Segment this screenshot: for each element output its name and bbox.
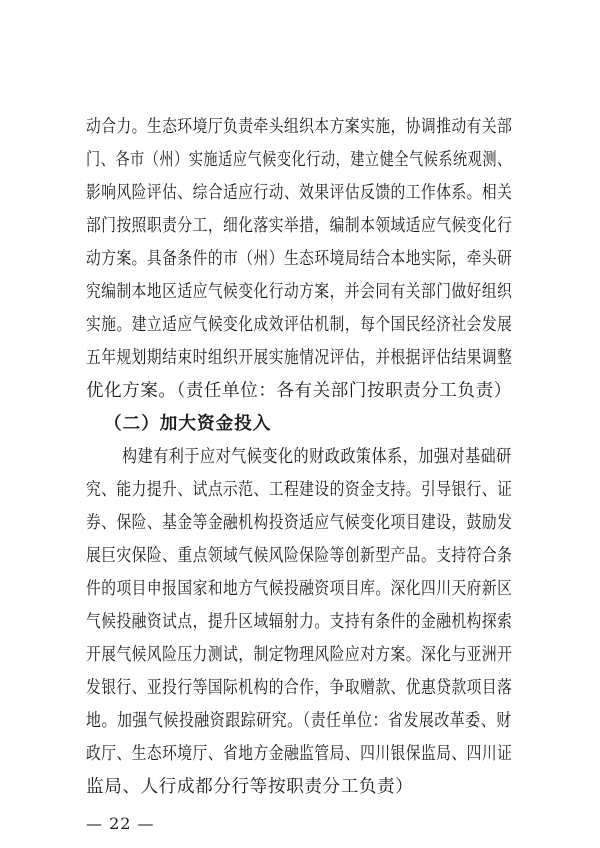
section-heading: （二）加大资金投入 [104, 414, 272, 434]
paragraph-1-line-6: 究编制本地区适应气候变化行动方案，并会同有关部门做好组织 [86, 282, 513, 302]
paragraph-2-line-9: 地。加强气候投融资跟踪研究。（责任单位：省发展改革委、财 [86, 711, 512, 731]
paragraph-2-line-1: 构建有利于应对气候变化的财政政策体系，加强对基础研 [122, 447, 512, 467]
paragraph-2-line-5: 件的项目申报国家和地方气候投融资项目库。深化四川天府新区 [86, 579, 513, 599]
paragraph-1-line-3: 影响风险评估、综合适应行动、效果评估反馈的工作体系。相关 [86, 183, 513, 203]
paragraph-2-line-3: 券、保险、基金等金融机构投资适应气候变化项目建设，鼓励发 [86, 513, 513, 533]
paragraph-1-line-4: 部门按照职责分工，细化落实举措，编制本领域适应气候变化行 [86, 216, 513, 236]
paragraph-2-line-8: 发银行、亚投行等国际机构的合作，争取赠款、优惠贷款项目落 [86, 678, 513, 698]
paragraph-2-line-2: 究、能力提升、试点示范、工程建设的资金支持。引导银行、证 [86, 480, 513, 500]
paragraph-1-line-9: 优化方案。（责任单位：各有关部门按职责分工负责） [86, 381, 512, 401]
paragraph-2-line-7: 开展气候风险压力测试，制定物理风险应对方案。深化与亚洲开 [86, 645, 513, 665]
paragraph-2-line-6: 气候投融资试点，提升区域辐射力。支持有条件的金融机构探索 [86, 612, 513, 632]
paragraph-2-line-10: 政厅、生态环境厅、省地方金融监管局、四川银保监局、四川证 [86, 744, 513, 764]
paragraph-1-line-7: 实施。建立适应气候变化成效评估机制，每个国民经济社会发展 [86, 315, 513, 335]
paragraph-1-line-8: 五年规划期结束时组织开展实施情况评估，并根据评估结果调整 [86, 348, 513, 368]
paragraph-2-line-11: 监局、人行成都分行等按职责分工负责） [86, 777, 414, 797]
page-number: — 22 — [86, 814, 155, 833]
paragraph-1-line-2: 门、各市（州）实施适应气候变化行动，建立健全气候系统观测、 [86, 150, 512, 170]
paragraph-1-line-5: 动方案。具备条件的市（州）生态环境局结合本地实际，牵头研 [86, 249, 513, 269]
paragraph-1-line-1: 动合力。生态环境厅负责牵头组织本方案实施，协调推动有关部 [86, 117, 513, 137]
paragraph-2-line-4: 展巨灾保险、重点领域气候风险保险等创新型产品。支持符合条 [86, 546, 513, 566]
